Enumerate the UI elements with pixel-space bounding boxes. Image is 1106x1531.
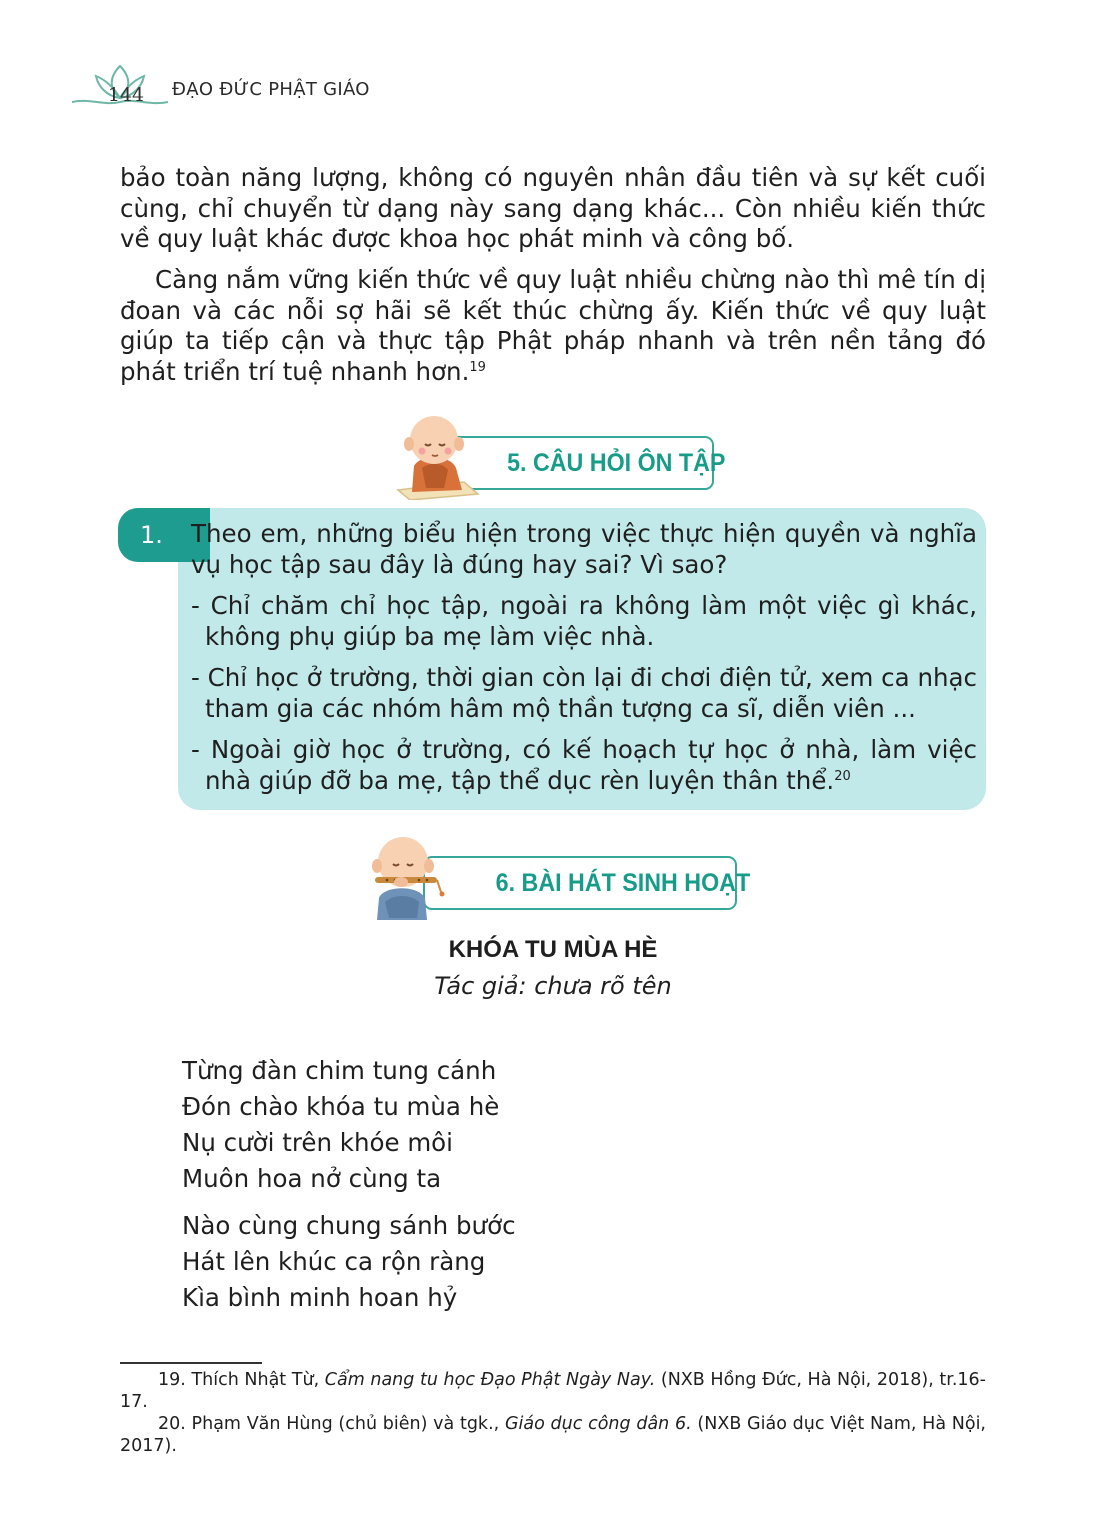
monk-studying-icon (392, 410, 492, 500)
monk-playing-flute-icon (365, 832, 465, 924)
question-content (191, 519, 977, 807)
lyric-line: Muôn hoa nở cùng ta (182, 1164, 442, 1193)
paragraph-continued (120, 163, 986, 255)
paragraph-laws-knowledge (120, 265, 986, 387)
footnote-19 (120, 1369, 986, 1413)
lyric-line: Từng đàn chim tung cánh (182, 1056, 497, 1085)
question-number: 1. (118, 508, 210, 562)
section-title: 5. CÂU HỎI ÔN TẬP (507, 448, 726, 477)
question-option: - Chỉ chăm chỉ học tập, ngoài ra không làm một việc gì khác, không phụ giúp ba mẹ làm việc nhà. (191, 591, 977, 651)
question-option: - Chỉ học ở trường, thời gian còn lại đi chơi điện tử, xem ca nhạc tham gia các nhóm hâm mộ thần tượng ca sĩ, diễn viên ... (191, 663, 977, 723)
song-title: KHÓA TU MÙA HÈ (448, 936, 658, 963)
lyric-line: Hát lên khúc ca rộn ràng (182, 1247, 486, 1276)
page-number: 144 (107, 84, 145, 106)
question-prompt: Theo em, những biểu hiện trong việc thực hiện quyền và nghĩa vụ học tập sau đây là đúng hay sai? Vì sao? (191, 519, 977, 579)
running-title: ĐẠO ĐỨC PHẬT GIÁO (172, 79, 370, 100)
lyric-line: Đón chào khóa tu mùa hè (182, 1092, 500, 1121)
footnote-suffix: (NXB Giáo dục Việt Nam, Hà Nội, 2017). (120, 1414, 986, 1456)
song-author: Tác giả: chưa rõ tên (434, 972, 672, 1000)
section-title: 6. BÀI HÁT SINH HOẠT (495, 868, 751, 897)
footnote-ref-19[interactable]: 19 (469, 359, 486, 375)
footnote-title: Giáo dục công dân 6. (504, 1414, 692, 1434)
footnote-title: Cẩm nang tu học Đạo Phật Ngày Nay. (324, 1370, 656, 1390)
heading-box (423, 856, 751, 910)
lyric-line: Nụ cười trên khóe môi (182, 1128, 453, 1157)
footnote-suffix: (NXB Hồng Đức, Hà Nội, 2018), tr.16-17. (120, 1370, 986, 1412)
song-verse (182, 1208, 516, 1316)
paragraph-text (120, 265, 986, 387)
footnotes (120, 1369, 986, 1457)
song-verse (182, 1053, 499, 1197)
footnote-20 (120, 1413, 986, 1457)
lyric-line: Kìa bình minh hoan hỷ (182, 1283, 458, 1312)
footnote-ref-20[interactable]: 20 (834, 768, 851, 784)
footnote-prefix: 19. Thích Nhật Từ, (158, 1370, 325, 1390)
page-header (70, 62, 390, 112)
section-heading-activity-song (365, 832, 751, 924)
paragraph-body: Càng nắm vững kiến thức về quy luật nhiều chừng nào thì mê tín dị đoan và các nỗi sợ hãi sẽ kết thúc chừng ấy. Kiến thức về quy luật giúp ta tiếp cận và thực tập Phật pháp nhanh và trên nền tảng đó phát triển trí tuệ nhanh hơn. (120, 265, 986, 386)
paragraph-text: bảo toàn năng lượng, không có nguyên nhân đầu tiên và sự kết cuối cùng, chỉ chuyển từ dạng này sang dạng khác... Còn nhiều kiến thức về quy luật khác được khoa học phát minh và công bố. (120, 163, 986, 253)
question-option (191, 735, 977, 796)
footnote-prefix: 20. Phạm Văn Hùng (chủ biên) và tgk., (158, 1414, 505, 1434)
section-heading-review-questions (392, 410, 726, 500)
lyric-line: Nào cùng chung sánh bước (182, 1211, 516, 1240)
footnote-divider (120, 1362, 262, 1364)
question-option-text: - Ngoài giờ học ở trường, có kế hoạch tự học ở nhà, làm việc nhà giúp đỡ ba mẹ, tập thể dục rèn luyện thân thể. (191, 735, 977, 795)
